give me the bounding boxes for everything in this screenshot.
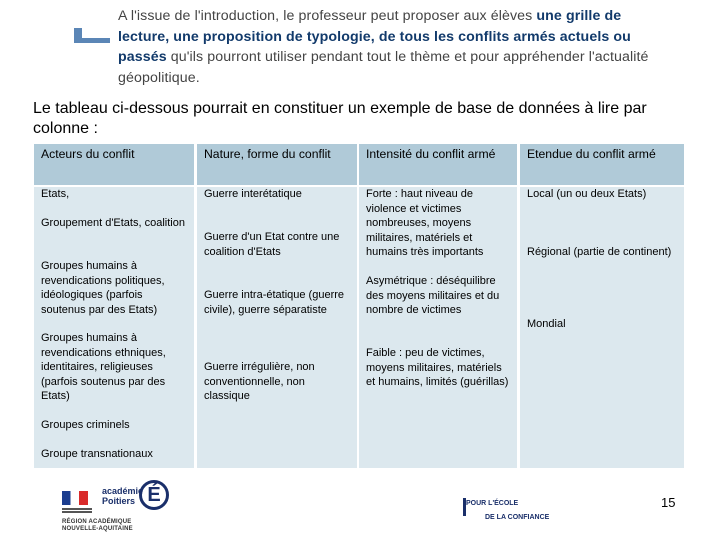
actor-item: Groupe transnationaux xyxy=(41,448,153,460)
ecole-line2: DE LA CONFIANCE xyxy=(485,514,550,521)
ecole-line1: POUR L'ÉCOLE xyxy=(466,500,519,507)
academie-circle-icon: É xyxy=(139,480,169,510)
nature-item: Guerre d'un Etat contre une coalition d'Etats xyxy=(204,231,340,258)
corner-mark-base xyxy=(74,38,110,43)
header-extent: Etendue du conflit armé xyxy=(520,144,684,185)
intensity-item: Forte : haut niveau de violence et victimes nombreuses, moyens militaires, matériels et humains très importants xyxy=(366,188,484,258)
intro-paragraph xyxy=(118,6,666,88)
nature-item: Guerre interétatique xyxy=(204,188,302,200)
flag-icon xyxy=(62,491,88,505)
header-nature: Nature, forme du conflit xyxy=(197,144,357,185)
nature-item: Guerre irrégulière, non conventionnelle, non classique xyxy=(204,361,315,402)
extent-item: Régional (partie de continent) xyxy=(527,246,672,258)
region-academique-label: RÉGION ACADÉMIQUE NOUVELLE-AQUITAINE xyxy=(62,519,133,532)
intro-part1: A l'issue de l'introduction, le professeur peut proposer aux élèves xyxy=(118,8,537,24)
header-actors: Acteurs du conflit xyxy=(34,144,194,185)
extent-item: Local (un ou deux Etats) xyxy=(527,188,647,200)
col-extent xyxy=(520,187,684,468)
intensity-item: Faible : peu de victimes, moyens militaires, matériels et humains, limités (guérillas) xyxy=(366,347,509,388)
page-number: 15 xyxy=(661,495,676,510)
intro-part2: qu'ils pourront utiliser pendant tout le thème et pour appréhender l'actualité géopolitique. xyxy=(118,49,649,86)
actor-item: Etats, xyxy=(41,188,70,200)
intensity-item: Asymétrique : déséquilibre des moyens militaires et du nombre de victimes xyxy=(366,275,500,316)
extent-item: Mondial xyxy=(527,318,566,330)
actor-item: Groupement d'Etats, coalition xyxy=(41,217,185,229)
typology-table xyxy=(34,144,684,468)
lead-text: Le tableau ci-dessous pourrait en constituer un exemple de base de données à lire par colonne : xyxy=(33,100,647,137)
actor-item: Groupes criminels xyxy=(41,419,130,431)
col-intensity xyxy=(359,187,517,468)
ecole-confiance-logo xyxy=(463,498,559,524)
intro-highlight: une grille de lecture, une proposition de typologie, de tous les conflits armés actuels ou passés xyxy=(118,8,631,65)
nature-item: Guerre intra-étatique (guerre civile), guerre séparatiste xyxy=(204,289,345,316)
col-nature xyxy=(197,187,357,468)
actor-item: Groupes humains à revendications ethniques, identitaires, religieuses (parfois soutenus par des Etats) xyxy=(41,332,166,402)
header-intensity: Intensité du conflit armé xyxy=(359,144,517,185)
rf-text-lines xyxy=(62,508,92,514)
academie-text: académie Poitiers xyxy=(102,486,144,506)
actor-item: Groupes humains à revendications politiques, idéologiques (parfois soutenus par des Etats) xyxy=(41,260,165,316)
